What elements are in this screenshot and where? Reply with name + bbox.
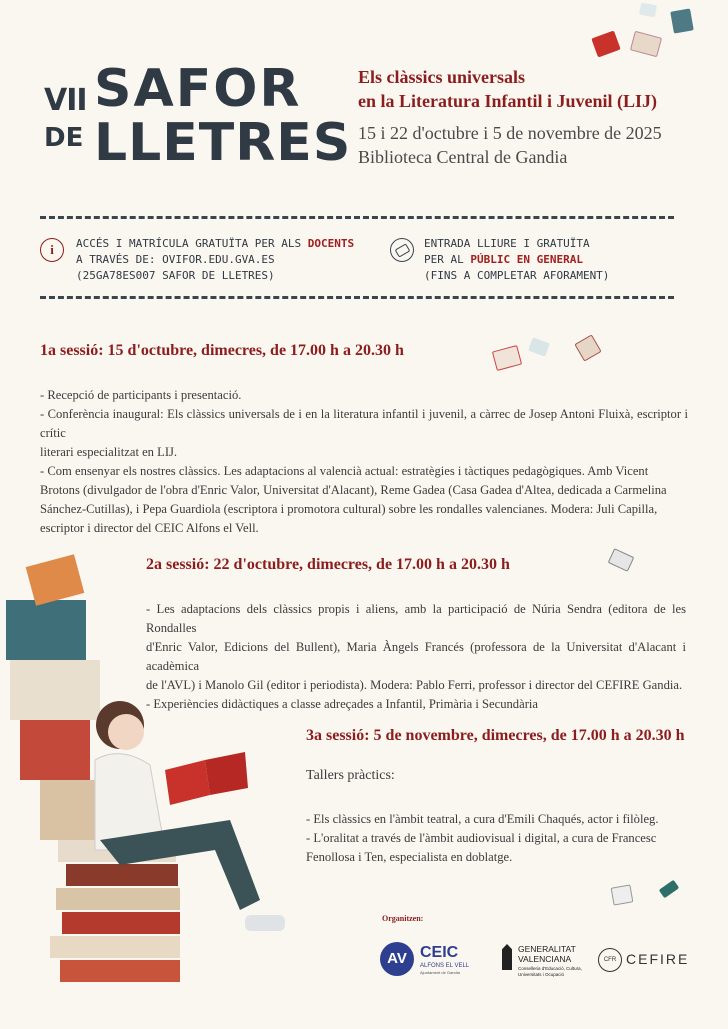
session1-line: literari especialitzat en LIJ.: [40, 445, 178, 459]
event-title-line1: Els clàssics universals: [358, 67, 526, 87]
info-public-text: PER AL: [424, 253, 471, 266]
info-public: [424, 236, 684, 284]
cefire-logo: [598, 948, 688, 974]
book-illustration: [670, 8, 694, 33]
divider: [40, 296, 674, 299]
ceic-sub: ALFONS EL VELL: [420, 963, 470, 969]
organizers-label: Organitzen:: [382, 914, 424, 923]
gva-line2: VALENCIANA: [518, 954, 572, 964]
book-illustration: [639, 3, 657, 18]
session2-line: d'Enric Valor, Edicions del Bullent), Maria Àngels Francés (professora de la Universitat d'Alacant i acadèmica: [146, 640, 686, 673]
cefire-name: CEFIRE: [626, 951, 690, 967]
session2-line: - Les adaptacions dels clàssics propis i aliens, amb la participació de Núria Sendra (editora de les Rondalles: [146, 602, 686, 635]
logo-de: DE: [44, 123, 84, 153]
session1-body: [40, 386, 688, 538]
info-public-highlight: PÚBLIC EN GENERAL: [470, 253, 583, 266]
session2-line: de l'AVL) i Manolo Gil (editor i periodista). Modera: Pablo Ferri, professor i director del CEFIRE Gandia.: [146, 678, 683, 692]
gva-crest-icon: [502, 944, 512, 970]
book-illustration: [574, 334, 601, 361]
girl-reading-illustration: [0, 520, 320, 1024]
session3-line: - L'oralitat a través de l'àmbit audiovisual i digital, a cura de Francesc: [306, 831, 657, 845]
gva-sub: [518, 966, 582, 978]
info-docents-highlight: DOCENTS: [307, 237, 355, 250]
event-venue: Biblioteca Central de Gandia: [358, 147, 568, 167]
book-illustration: [611, 884, 634, 905]
session3-body: [306, 810, 688, 867]
session1-line: - Conferència inaugural: Els clàssics universals de i en la literatura infantil i juvenil, a càrrec de Josep Antoni Fluixà, escriptor i crític: [40, 407, 688, 440]
cefire-mark: CFR: [598, 948, 622, 972]
gva-line1: GENERALITAT: [518, 944, 576, 954]
event-title-line2: en la Literatura Infantil i Juvenil (LIJ): [358, 91, 658, 111]
divider: [40, 216, 674, 219]
gva-name: [518, 944, 576, 964]
ceic-mark: AV: [380, 942, 414, 976]
event-dates: 15 i 22 d'octubre i 5 de novembre de 2025: [358, 123, 662, 143]
book-illustration: [492, 345, 522, 371]
book-illustration: [608, 548, 635, 572]
event-details: [358, 121, 662, 169]
info-public-note: (FINS A COMPLETAR AFORAMENT): [424, 269, 610, 282]
session3-title: 3a sessió: 5 de novembre, dimecres, de 17.00 h a 20.30 h: [306, 727, 685, 744]
info-docents-web: A TRAVÉS DE: OVIFOR.EDU.GVA.ES: [76, 253, 275, 266]
event-title: [358, 65, 657, 113]
session1-line: Brotons (divulgador de l'obra d'Enric Valor, Universitat d'Alacant), Reme Gadea (Casa Gadea d'Altea, dedicada a Carmelina: [40, 483, 667, 497]
safor-de-lletres-logo: [40, 55, 352, 175]
session2-line: - Experiències didàctiques a classe adreçades a Infantil, Primària i Secundària: [146, 697, 538, 711]
book-illustration: [591, 30, 620, 57]
ceic-name: CEIC: [420, 944, 459, 961]
session3-line: - Els clàssics en l'àmbit teatral, a cura d'Emili Chaqués, actor i filòleg.: [306, 812, 659, 826]
info-icon: i: [40, 238, 64, 262]
ticket-icon: [390, 238, 414, 262]
gva-logo: [502, 942, 602, 982]
session1-line: - Com ensenyar els nostres clàssics. Les adaptacions al valencià actual: estratègies i tàctiques pedagògiques. Amb Vicent: [40, 464, 649, 478]
info-public-line1: ENTRADA LLIURE I GRATUÏTA: [424, 237, 590, 250]
session1-title: 1a sessió: 15 d'octubre, dimecres, de 17.00 h a 20.30 h: [40, 342, 404, 359]
logo-safor: SAFOR: [94, 59, 302, 119]
session1-line: - Recepció de participants i presentació.: [40, 388, 242, 402]
gva-sub1: Conselleria d'Educació, Cultura,: [518, 966, 582, 971]
info-docents: [76, 236, 376, 284]
session3-line: Fenollosa i Ten, especialista en doblatge.: [306, 850, 513, 864]
session3-subtitle: Tallers pràctics:: [306, 768, 395, 783]
session1-line: Sánchez-Cutillas), i Pepa Guardiola (escriptora i promotora cultural) sobre les rondalles valencianes. Modera: Juli Capilla,: [40, 502, 658, 516]
book-illustration: [659, 880, 679, 899]
info-docents-code: (25GA78ES007 SAFOR DE LLETRES): [76, 269, 275, 282]
session2-title: 2a sessió: 22 d'octubre, dimecres, de 17.00 h a 20.30 h: [146, 556, 510, 573]
book-illustration: [630, 31, 662, 58]
logo-vii: VII: [44, 83, 87, 118]
ceic-logo: [380, 942, 486, 978]
session1-line: escriptor i director del CEIC Alfons el Vell.: [40, 521, 259, 535]
book-illustration: [528, 337, 550, 356]
gva-sub2: Universitats i Ocupació: [518, 972, 565, 977]
ceic-sub2: Ajuntament de Gandia: [420, 970, 460, 975]
info-docents-text: ACCÉS I MATRÍCULA GRATUÏTA PER ALS: [76, 237, 308, 250]
logo-lletres: LLETRES: [94, 113, 352, 173]
